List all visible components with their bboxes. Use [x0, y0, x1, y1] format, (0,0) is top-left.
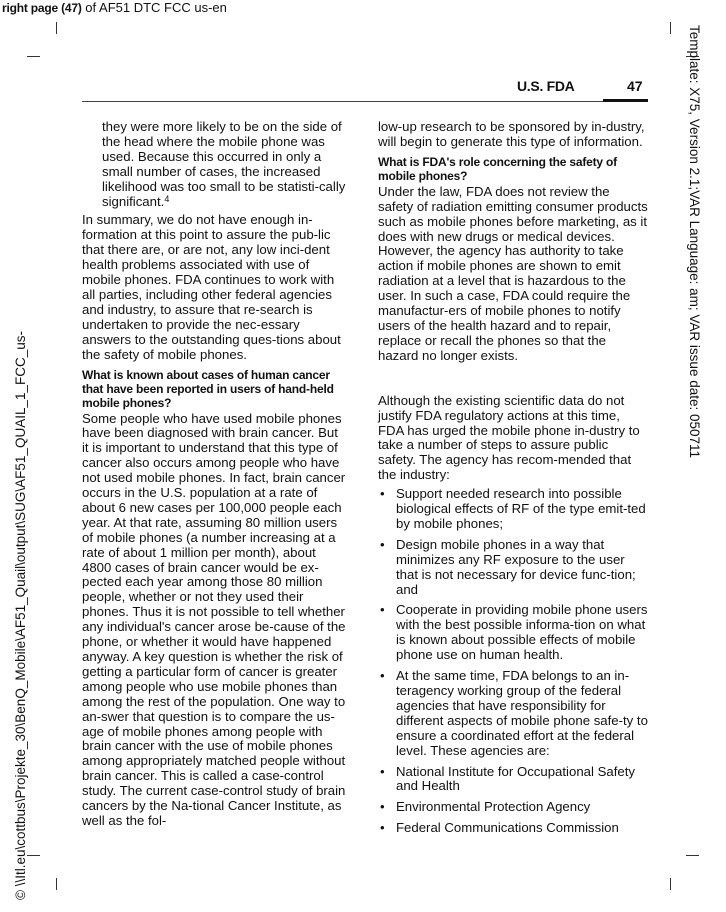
page-number: 47 — [627, 78, 643, 94]
column-left — [82, 120, 347, 829]
left-margin-path: © \\Itl.eu\cottbus\Projekte_30\BenQ_Mobile\AF51_Quail\output\SUG\AF51_QUAIL_1_FCC_us- — [13, 331, 28, 900]
subheading-fda-role: What is FDA's role concerning the safety of mobile phones? — [378, 154, 617, 183]
list-item: • Environmental Protection Agency — [378, 800, 648, 815]
section-title: U.S. FDA — [517, 78, 575, 94]
paragraph-indented — [82, 120, 347, 209]
subheading-cancer-cases: What is known about cases of human cancer that have been reported in users of hand-held mobile phones? — [82, 367, 334, 410]
list-item: • At the same time, FDA belongs to an in-teragency working group of the federal agencies that have responsibility for different aspects of mobile phone safe-ty to ensure a coordinated effort at the federal level. These agencies are: — [378, 669, 648, 758]
paragraph-summary: In summary, we do not have enough in-formation at this point to assure the pub-lic that there are, or are not, any low inci-dent health problems associated with use of mobile phones. FDA continues to work with all parties, including other federal agencies and industry, to assure that re-search is undertaken to provide the nec-essary answers to the outstanding ques-tions about the safety of mobile phones. — [82, 212, 341, 362]
footnote-ref: 4 — [164, 193, 170, 204]
paragraph-cancer: Some people who have used mobile phones have been diagnosed with brain cancer. But it is important to understand that this type of cancer also occurs among people who have not used mobile phones. In fact, brain cancer occurs in the U.S. population at a rate of about 6 new cases per 100,000 people each year. At that rate, assuming 80 million users of mobile phones (a number increasing at a rate of about 1 million per month), about 4800 cases of brain cancer would be ex-pected each year among those 80 million people, whether or not they used their phones. Thus it is not possible to tell whether any individual's cancer arose be-cause of the phone, or whether it would have happened anyway. A key question is whether the risk of getting a particular form of cancer is greater among people who use mobile phones than among the rest of the population. One way to an-swer that question is to compare the us-age of mobile phones among people with brain cancer with the use of mobile phones among appropriately matched people without brain cancer. This is called a case-control study. The current case-control study of brain cancers by the Na-tional Cancer Institute, as well as the fol- — [82, 410, 346, 828]
paragraph-continued: low-up research to be sponsored by in-dustry, will begin to generate this type of information. — [378, 119, 645, 149]
crop-mark — [27, 56, 40, 57]
column-right — [378, 120, 648, 842]
list-item: • Design mobile phones in a way that minimizes any RF exposure to the user that is not necessary for device func-tion; and — [378, 538, 648, 598]
right-margin-template-info: Template: X75, Version 2.1;VAR Language: am; VAR issue date: 050711 — [687, 25, 702, 459]
print-page-label — [2, 0, 227, 16]
bullet-list — [378, 487, 648, 836]
print-page-label-rest: of AF51 DTC FCC us-en — [81, 0, 227, 15]
crop-mark — [686, 855, 699, 856]
header-rule-accent — [603, 99, 648, 102]
paragraph-fda-role: Under the law, FDA does not review the safety of radiation emitting consumer products such as mobile phones before marketing, as it does with new drugs or medical devices. However, the agency has authority to take action if mobile phones are shown to emit radiation at a level that is hazardous to the user. In such a case, FDA could require the manufactur-ers of mobile phones to notify users of the health hazard and to repair, replace or recall the phones so that the hazard no longer exists. — [378, 183, 648, 363]
list-item: • Support needed research into possible biological effects of RF of the type emit-ted by mobile phones; — [378, 487, 648, 532]
header-rule — [82, 101, 648, 102]
crop-mark — [670, 22, 671, 34]
list-item: • Federal Communications Commission — [378, 821, 648, 836]
crop-mark — [56, 22, 57, 34]
print-page-label-bold: right page (47) — [2, 1, 82, 15]
paragraph-text: they were more likely to be on the side of the head where the mobile phone was used. Because this occurred in only a small number of cases, the increased likelihood was too small to be statisti-cally significant. — [102, 119, 346, 209]
list-item: • Cooperate in providing mobile phone users with the best possible informa-tion on what is known about possible effects of mobile phone use on human health. — [378, 603, 648, 663]
paragraph-although: Although the existing scientific data do not justify FDA regulatory actions at this time, FDA has urged the mobile phone in-dustry to take a number of steps to assure public safety. The agency has recom-mended that the industry: — [378, 392, 640, 483]
crop-mark — [56, 878, 57, 890]
list-item: • National Institute for Occupational Safety and Health — [378, 765, 648, 795]
crop-mark — [670, 878, 671, 890]
